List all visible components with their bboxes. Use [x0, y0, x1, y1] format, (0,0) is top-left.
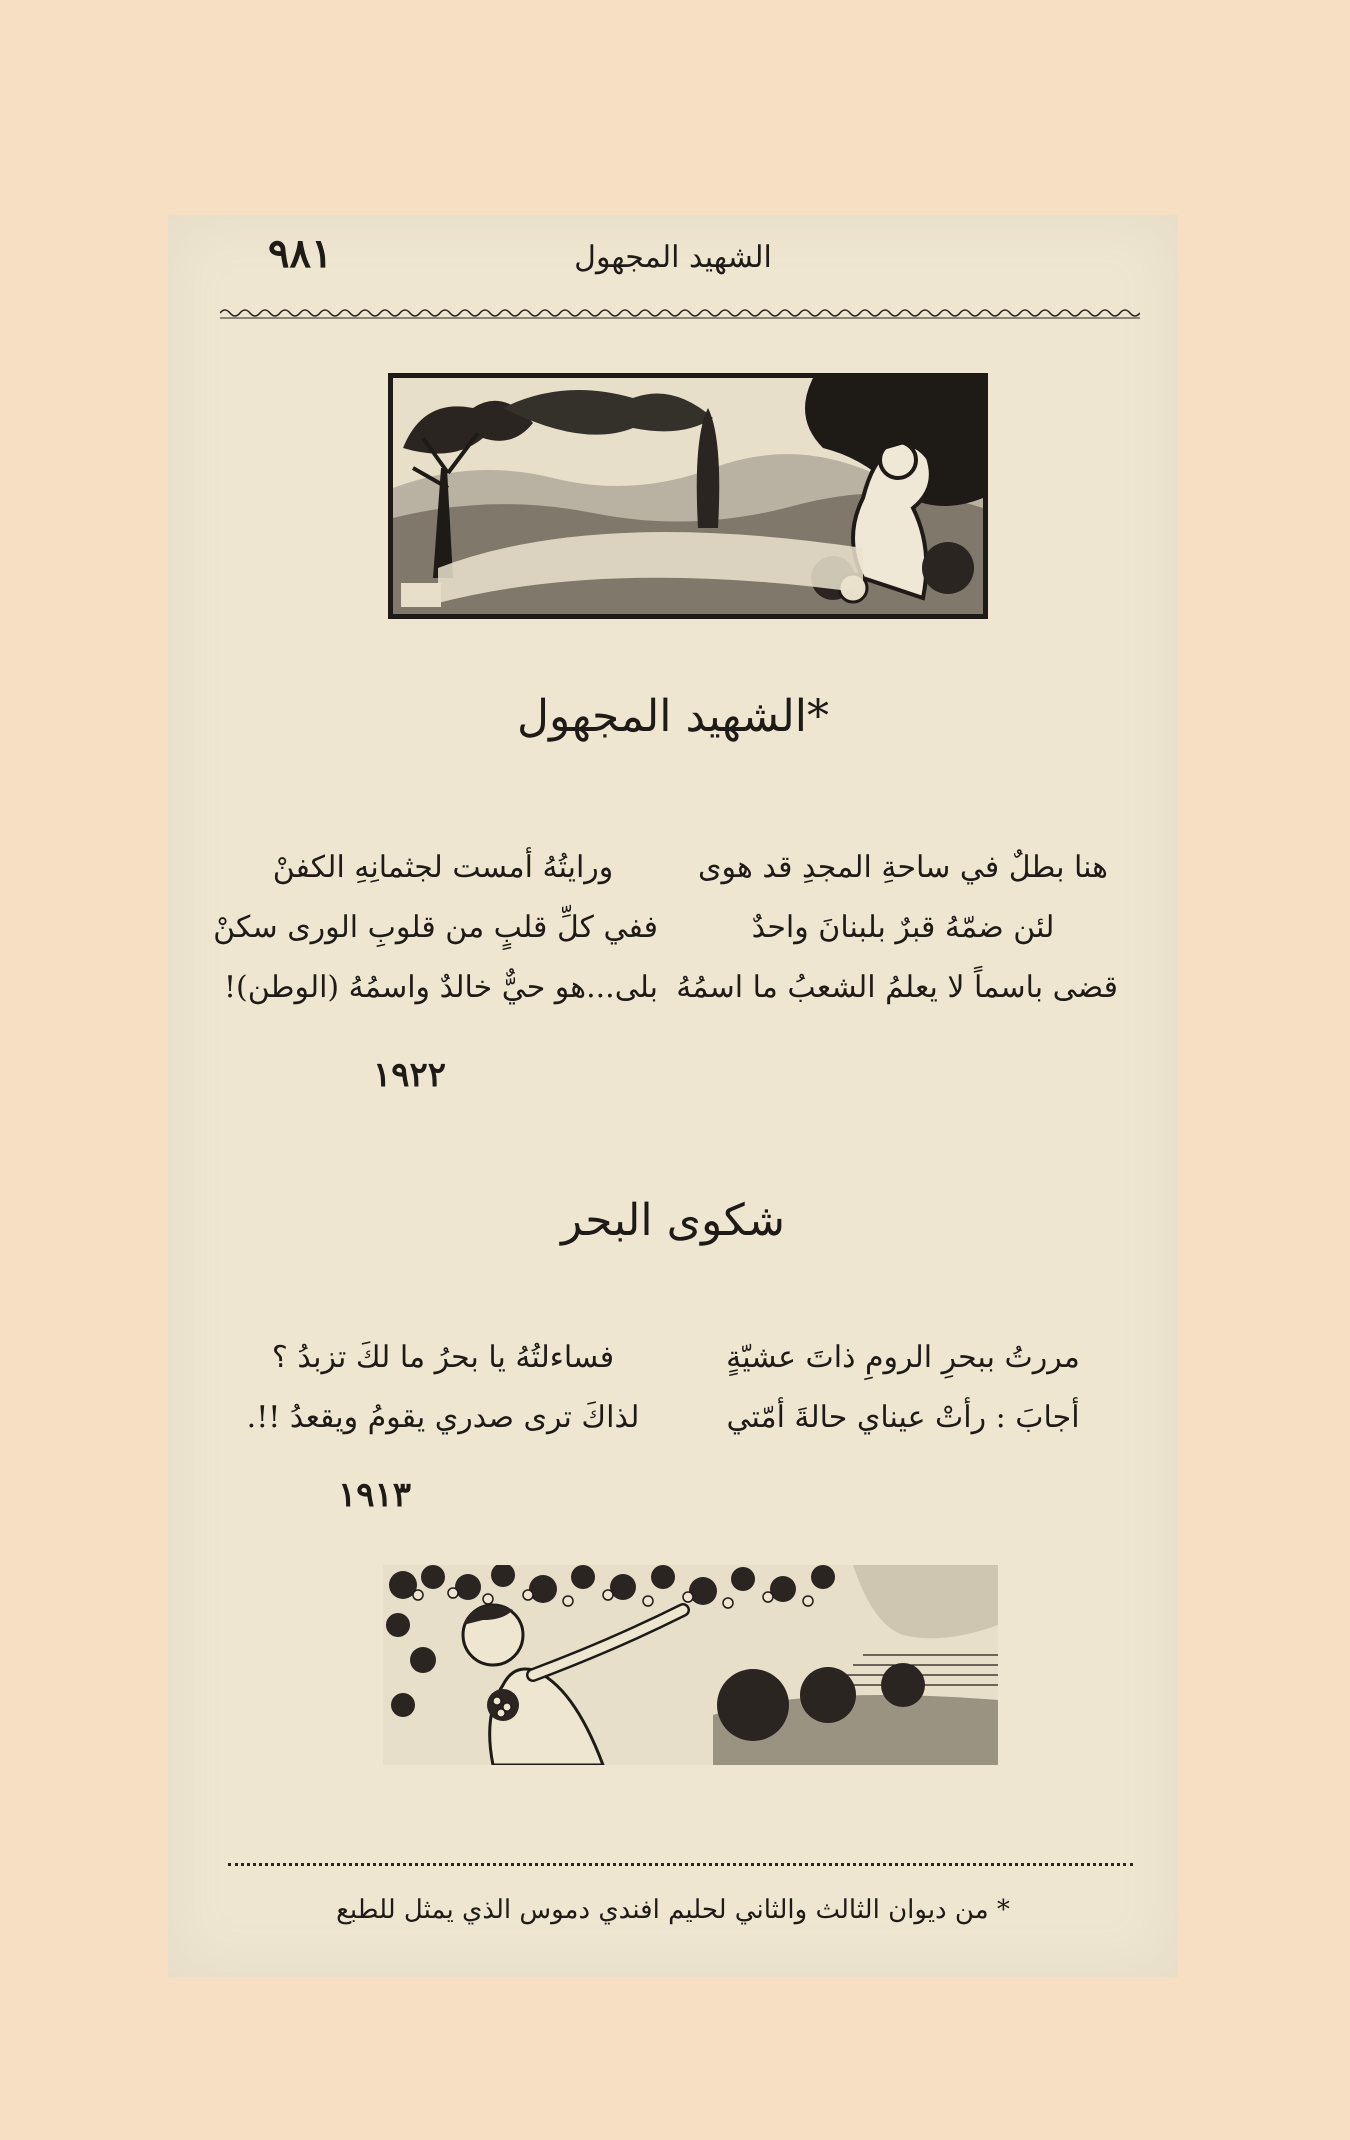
verse-row — [223, 957, 1118, 1017]
page-sheet — [168, 215, 1178, 1977]
verse-row — [228, 1387, 1118, 1447]
poem-title: شكوى البحر — [561, 1195, 785, 1246]
verse-left-hemistich: ففي كلِّ قلبٍ من قلوبِ الورى سكنْ — [213, 909, 658, 945]
poem-year: ١٩١٣ — [338, 1475, 412, 1515]
vignette-illustration — [383, 1565, 998, 1765]
poem-title: الشهيد المجهول* — [517, 691, 829, 742]
poem-stanza — [228, 1327, 1118, 1447]
poem-year: ١٩٢٢ — [373, 1055, 447, 1095]
poem-stanza — [213, 837, 1118, 1017]
verse-left-hemistich: فساءلتُهُ يا بحرُ ما لكَ تزبدُ ؟ — [271, 1339, 615, 1375]
running-title: الشهيد المجهول — [574, 240, 772, 275]
verse-left-hemistich: ورايتُهُ أمست لجثمانِهِ الكفنْ — [272, 849, 614, 885]
verse-right-hemistich: مررتُ ببحرِ الرومِ ذاتَ عشيّةٍ — [726, 1339, 1080, 1375]
verse-right-hemistich: هنا بطلٌ في ساحةِ المجدِ قد هوى — [698, 849, 1108, 885]
verse-left-hemistich: لذاكَ ترى صدري يقومُ ويقعدُ !!. — [246, 1399, 640, 1435]
verse-right-hemistich: قضى باسماً لا يعلمُ الشعبُ ما اسمُهُ — [676, 969, 1118, 1005]
verse-row — [213, 897, 1118, 957]
section-banner-illustration — [388, 373, 988, 619]
verse-row — [228, 1327, 1118, 1387]
verse-left-hemistich: بلى...هو حيٌّ خالدٌ واسمُهُ (الوطن)! — [223, 969, 658, 1005]
wavy-divider — [220, 307, 1140, 319]
footnote: * من ديوان الثالث والثاني لحليم افندي دموس الذي يمثل للطبع — [336, 1895, 1010, 1925]
verse-right-hemistich: لئن ضمّهُ قبرٌ بلبنانَ واحدٌ — [751, 909, 1055, 945]
verse-right-hemistich: أجابَ : رأتْ عيناي حالةَ أمّتي — [726, 1399, 1080, 1435]
footnote-divider — [228, 1863, 1133, 1866]
page-number: ٩٨١ — [268, 230, 333, 277]
verse-row — [228, 837, 1118, 897]
page-header — [168, 215, 1178, 325]
